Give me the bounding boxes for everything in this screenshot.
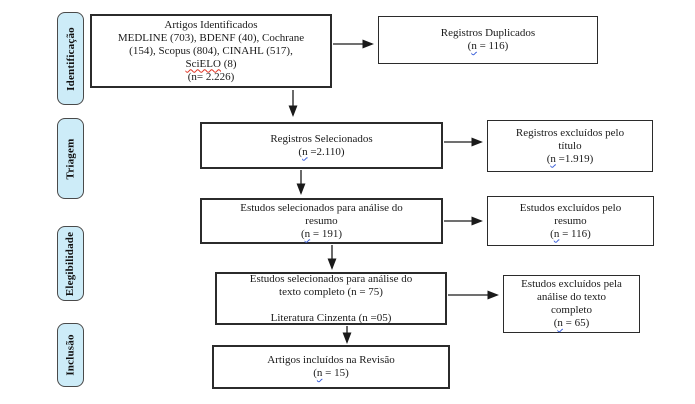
box-text-line: resumo	[554, 214, 587, 227]
box-text-line: texto completo (n = 75)	[279, 285, 383, 298]
stage-label-triagem	[57, 118, 84, 199]
box-records-selected	[200, 122, 443, 169]
box-excluded-by-abstract	[487, 196, 654, 246]
box-text-line: Estudos excluídos pela	[521, 278, 622, 290]
box-text-line: Estudos excluídos pelo	[519, 201, 622, 214]
box-text-line: Artigos incluídos na Revisão	[267, 354, 395, 366]
stage-label-text: Identificação	[64, 26, 77, 91]
box-text-line: Estudos selecionados para análise do	[240, 201, 403, 214]
box-text-line: Estudos selecionados para análise do	[249, 272, 413, 285]
box-text-line: título	[558, 139, 582, 152]
box-text-line: SciELO (8)	[185, 57, 237, 70]
box-text-line: (n= 2.226)	[187, 70, 235, 83]
box-text-line: (n =2.110)	[298, 145, 345, 158]
stage-label-inclusao	[57, 323, 84, 387]
box-text-line: (n = 116)	[467, 40, 509, 52]
stage-label-text: Elegibilidade	[64, 231, 77, 296]
box-excluded-by-fulltext	[503, 275, 640, 333]
box-text-line: Artigos Identificados	[164, 18, 258, 31]
box-text-line: Registros Selecionados	[270, 132, 373, 145]
box-excluded-by-title	[487, 120, 653, 172]
box-abstract-analysis	[200, 198, 443, 244]
box-included-in-review	[212, 345, 450, 389]
box-text-line: Registros excluídos pelo	[515, 126, 625, 139]
box-articles-identified	[90, 14, 332, 88]
box-text-line: (n = 65)	[553, 317, 590, 329]
box-text-line: Registros Duplicados	[440, 27, 536, 39]
box-text-line	[221, 299, 441, 312]
box-text-line: (n = 116)	[550, 227, 591, 240]
stage-label-text: Inclusão	[64, 334, 77, 376]
box-fulltext-analysis	[215, 272, 447, 325]
stage-label-text: Triagem	[64, 138, 77, 179]
box-duplicate-records	[378, 16, 598, 64]
stage-label-elegibilidade	[57, 226, 84, 301]
box-text-line: resumo	[305, 214, 338, 227]
stage-label-identificacao	[57, 12, 84, 105]
box-text-line: completo	[551, 304, 592, 316]
box-text-line: Literatura Cinzenta (n =05)	[270, 311, 392, 324]
box-text-line: análise do texto	[536, 291, 607, 303]
box-text-line: MEDLINE (703), BDENF (40), Cochrane	[117, 31, 305, 44]
box-text-line: (n =1.919)	[546, 152, 594, 165]
box-text-line: (154), Scopus (804), CINAHL (517),	[129, 44, 293, 57]
box-text-line: (n = 191)	[300, 227, 343, 240]
box-text-line: (n = 15)	[313, 367, 349, 379]
